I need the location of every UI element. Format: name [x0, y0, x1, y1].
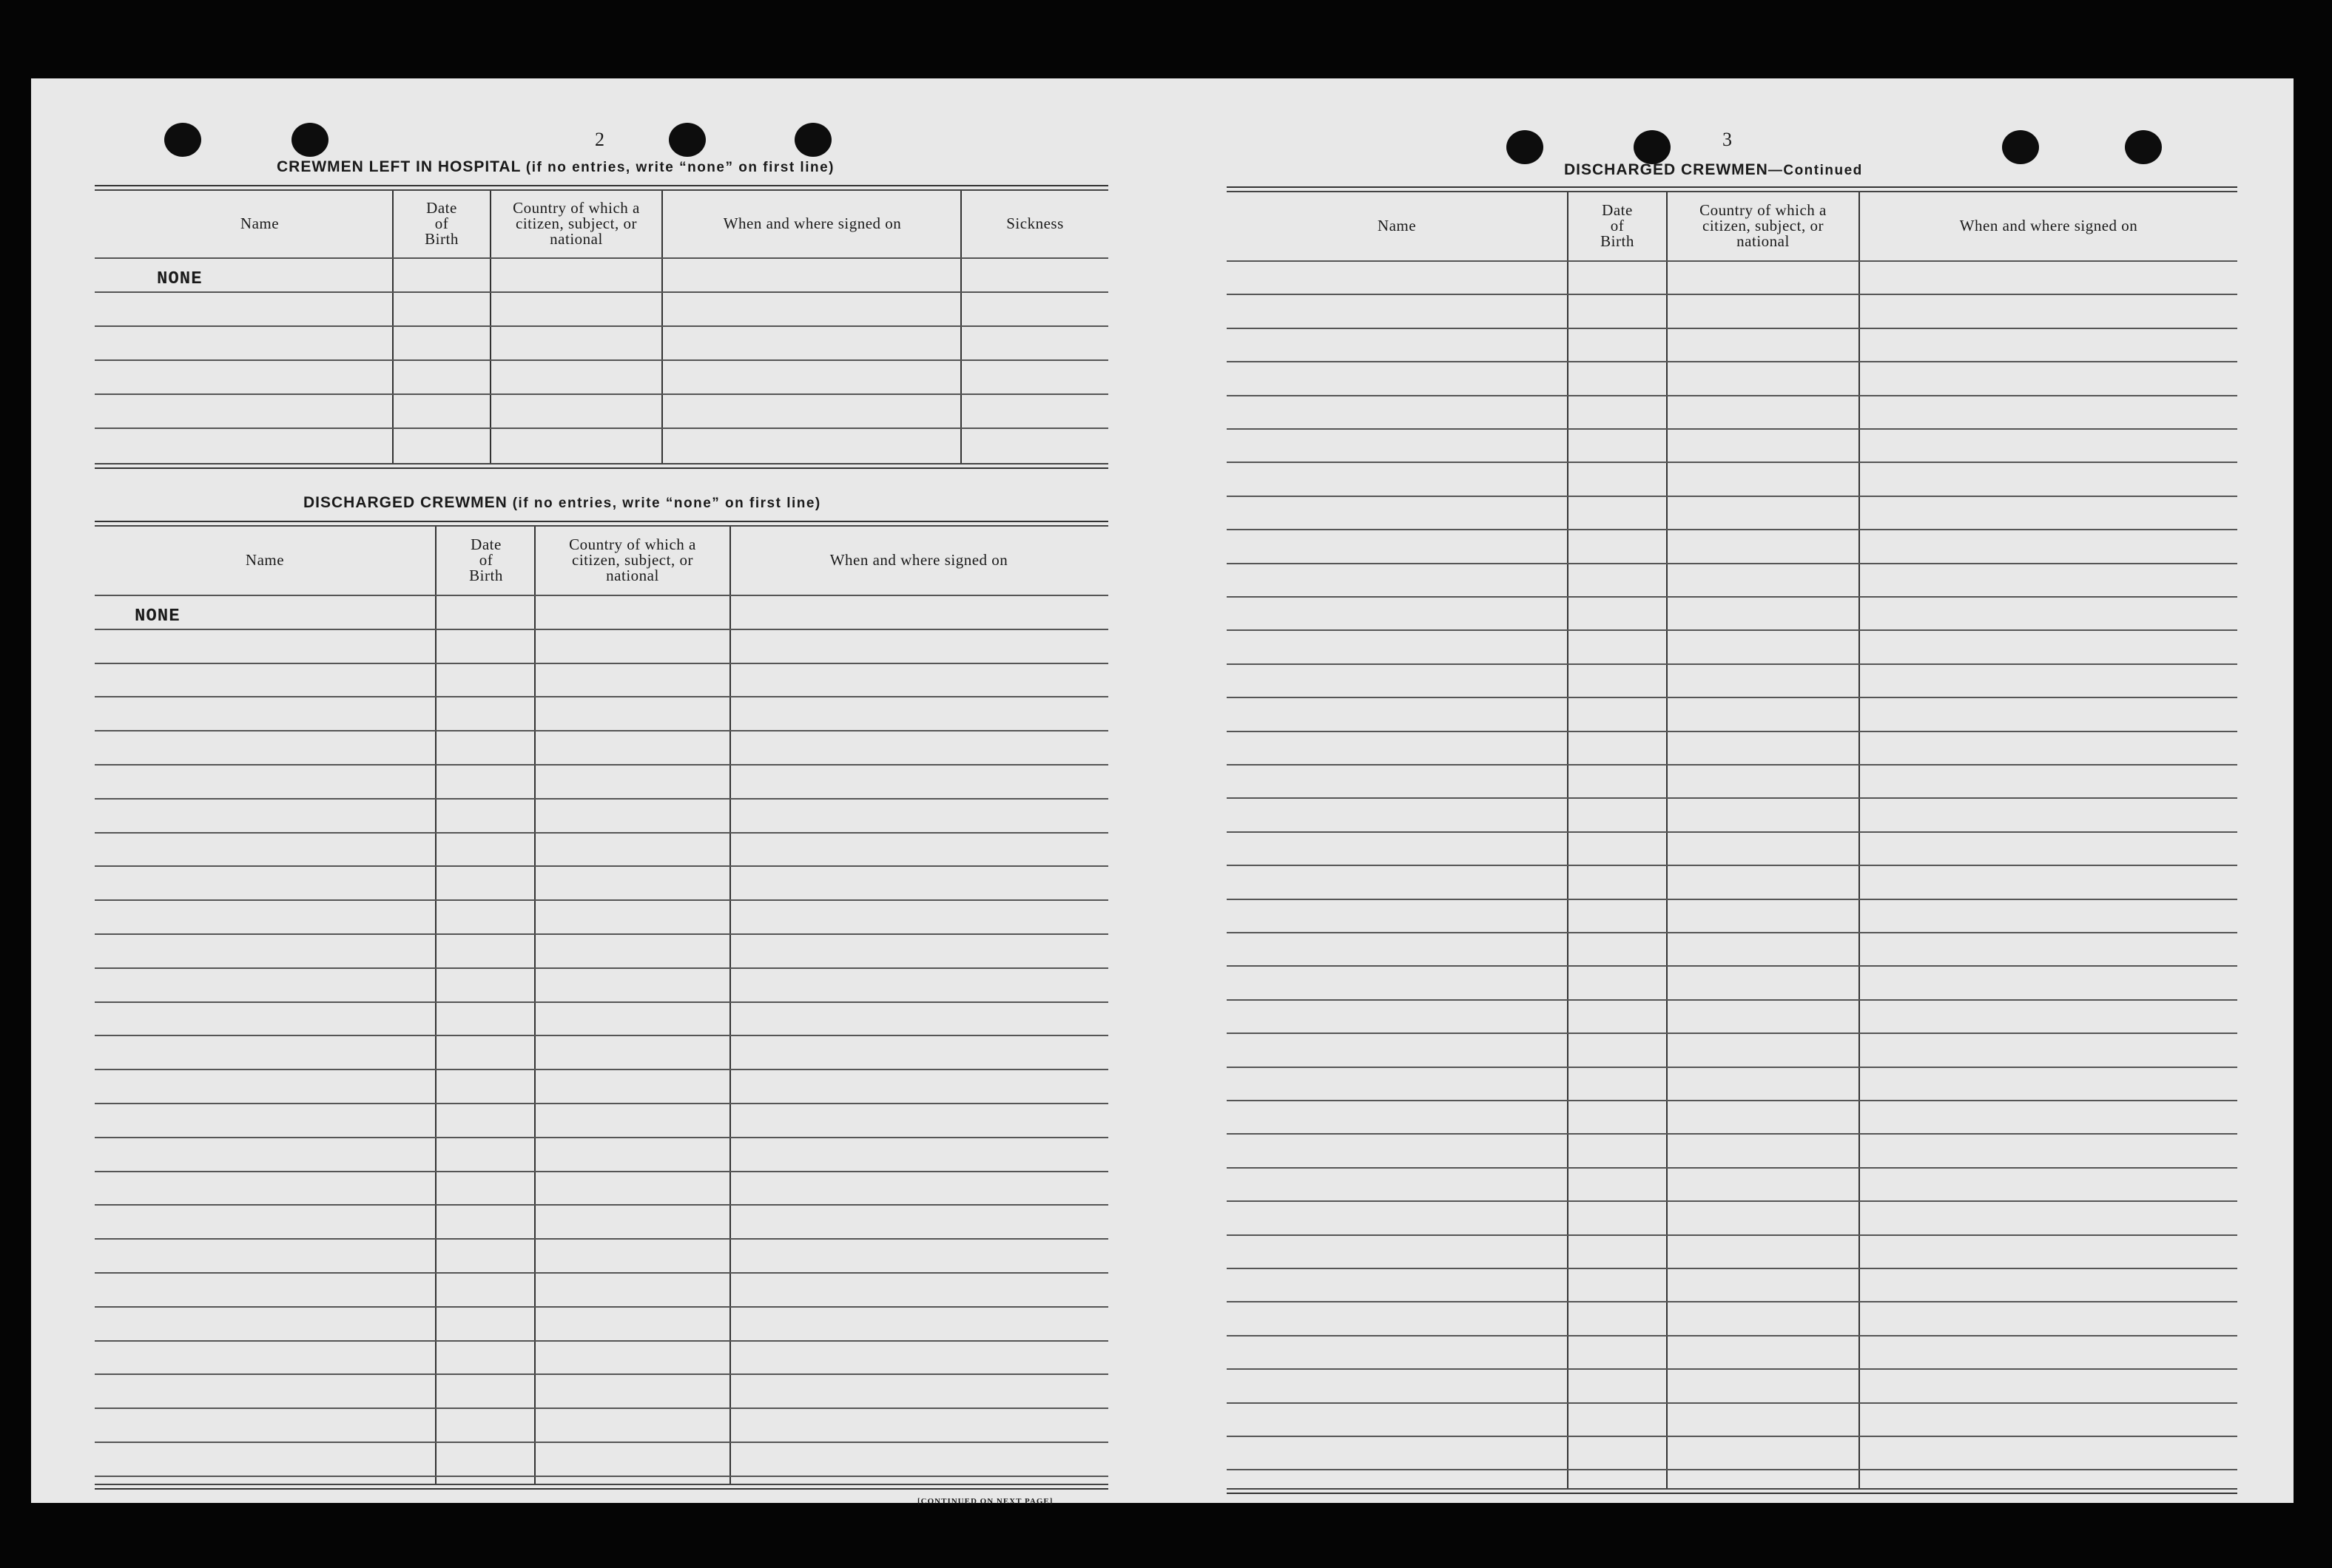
table-row-line [1227, 1133, 2237, 1135]
table-row-line [1227, 999, 2237, 1001]
table-row-line [1227, 1234, 2237, 1236]
table-row-line [95, 933, 1108, 935]
table-row-line [1227, 260, 2237, 262]
page-number: 2 [595, 129, 604, 150]
punch-hole [669, 123, 706, 157]
continued-suffix: —Continued [1767, 163, 1863, 178]
col-header-signed: When and where signed on [723, 214, 902, 232]
table-row-line [1227, 831, 2237, 833]
col-divider [435, 527, 437, 1485]
table-row-line [95, 798, 1108, 800]
col-header-signed: When and where signed on [829, 550, 1008, 569]
table-row-line [95, 1272, 1108, 1274]
table-row-line [1227, 1368, 2237, 1370]
table-row-line [1227, 1436, 2237, 1437]
table-bottom-rule [95, 1484, 1108, 1485]
punch-hole [2125, 130, 2162, 164]
col-divider [1858, 192, 1860, 1488]
col-divider [661, 191, 663, 463]
table-row-line [1227, 294, 2237, 295]
discharged-title-text: DISCHARGED CREWMEN [303, 494, 508, 511]
hospital-instruction: (if no entries, write “none” on first line) [525, 160, 835, 175]
col-header-country: Country of which a citizen, subject, or national [1699, 200, 1827, 250]
table-row-line [95, 696, 1108, 697]
table-row-line [95, 865, 1108, 867]
table-row-line [95, 359, 1108, 361]
table-row-line [95, 1204, 1108, 1206]
table-bottom-rule [95, 463, 1108, 464]
table-row-line [1227, 697, 2237, 698]
discharged-instruction: (if no entries, write “none” on first line) [512, 496, 821, 511]
col-divider [534, 527, 536, 1485]
table-row-line [1227, 428, 2237, 430]
table-row-line [1227, 629, 2237, 631]
col-header-dob: Date of Birth [1600, 200, 1634, 250]
table-row-line [95, 764, 1108, 766]
col-divider [1567, 192, 1568, 1488]
punch-hole [292, 123, 328, 157]
discharged-section-title [303, 494, 821, 512]
continued-note: [CONTINUED ON NEXT PAGE] [917, 1497, 1054, 1506]
page-number: 3 [1722, 129, 1732, 150]
table-row-line [1227, 529, 2237, 530]
col-divider [960, 191, 962, 463]
col-divider [490, 191, 491, 463]
punch-hole [2002, 130, 2039, 164]
table-row-line [95, 1442, 1108, 1443]
hospital-title-text: CREWMEN LEFT IN HOSPITAL [277, 158, 522, 175]
table-row-line [1227, 731, 2237, 732]
table-bottom-rule [95, 1488, 1108, 1490]
col-header-country: Country of which a citizen, subject, or national [513, 198, 640, 248]
table-row-line [95, 257, 1108, 259]
table-row-line [1227, 865, 2237, 866]
table-row-line [95, 1238, 1108, 1240]
document-sheet [31, 78, 2294, 1506]
table-row-line [1227, 563, 2237, 564]
col-header-dob: Date of Birth [425, 198, 459, 248]
table-row-line [95, 595, 1108, 596]
table-row-line [1227, 1301, 2237, 1302]
punch-hole [1506, 130, 1543, 164]
table-row-line [95, 291, 1108, 293]
table-row-line [1227, 395, 2237, 396]
table-row-line [95, 730, 1108, 731]
table-row-line [95, 629, 1108, 630]
col-header-name: Name [1377, 216, 1417, 234]
table-row-line [95, 1069, 1108, 1070]
table-row-line [1227, 596, 2237, 598]
col-header-signed: When and where signed on [1959, 216, 2138, 234]
table-row-line [1227, 899, 2237, 900]
table-row-line [1227, 1268, 2237, 1269]
punch-hole [164, 123, 201, 157]
table-row-line [1227, 1033, 2237, 1034]
table-row-line [1227, 1335, 2237, 1336]
table-bottom-rule [1227, 1493, 2237, 1494]
punch-hole [795, 123, 832, 157]
col-header-name: Name [240, 214, 280, 232]
table-row-line [1227, 1469, 2237, 1470]
col-header-sickness: Sickness [1006, 214, 1064, 232]
table-row-line [1227, 1167, 2237, 1169]
table-row-line [1227, 1200, 2237, 1202]
col-header-dob: Date of Birth [469, 535, 503, 584]
col-header-name: Name [245, 550, 285, 569]
table-row-line [1227, 797, 2237, 799]
col-divider [392, 191, 394, 463]
table-row-line [95, 325, 1108, 327]
table-row-line [1227, 663, 2237, 665]
table-row-line [1227, 462, 2237, 463]
punch-hole [1634, 130, 1671, 164]
table-row-line [1227, 932, 2237, 933]
table-row-line [1227, 764, 2237, 766]
table-row-line [95, 1408, 1108, 1409]
table-row-line [1227, 965, 2237, 967]
table-top-rule [95, 185, 1108, 186]
table-row-line [95, 1476, 1108, 1477]
table-row-line [95, 1340, 1108, 1342]
continued-title-text: DISCHARGED CREWMEN [1564, 161, 1768, 178]
table-row-line [95, 428, 1108, 429]
table-top-rule [95, 521, 1108, 522]
table-row-line [95, 832, 1108, 834]
table-row-line [95, 1171, 1108, 1172]
table-row-line [1227, 361, 2237, 362]
table-row-line [1227, 496, 2237, 497]
table-row-line [95, 393, 1108, 395]
table-row-line [95, 663, 1108, 664]
table-bottom-rule [95, 467, 1108, 469]
table-row-line [95, 1373, 1108, 1375]
table-row-line [95, 1001, 1108, 1003]
col-divider [1666, 192, 1668, 1488]
table-bottom-rule [1227, 1488, 2237, 1490]
continued-section-title [1564, 161, 1863, 179]
table-row-line [1227, 328, 2237, 329]
table-row-line [95, 1306, 1108, 1308]
col-header-country: Country of which a citizen, subject, or national [569, 535, 696, 584]
hospital-entry: NONE [157, 269, 203, 289]
discharged-entry: NONE [135, 606, 181, 626]
table-row-line [95, 967, 1108, 969]
table-row-line [1227, 1067, 2237, 1068]
table-row-line [95, 1103, 1108, 1104]
table-row-line [1227, 1402, 2237, 1404]
table-row-line [95, 1035, 1108, 1036]
table-row-line [95, 1137, 1108, 1138]
table-top-rule [1227, 186, 2237, 188]
col-divider [729, 527, 731, 1485]
table-row-line [95, 899, 1108, 901]
hospital-section-title [277, 158, 835, 176]
table-row-line [1227, 1100, 2237, 1101]
